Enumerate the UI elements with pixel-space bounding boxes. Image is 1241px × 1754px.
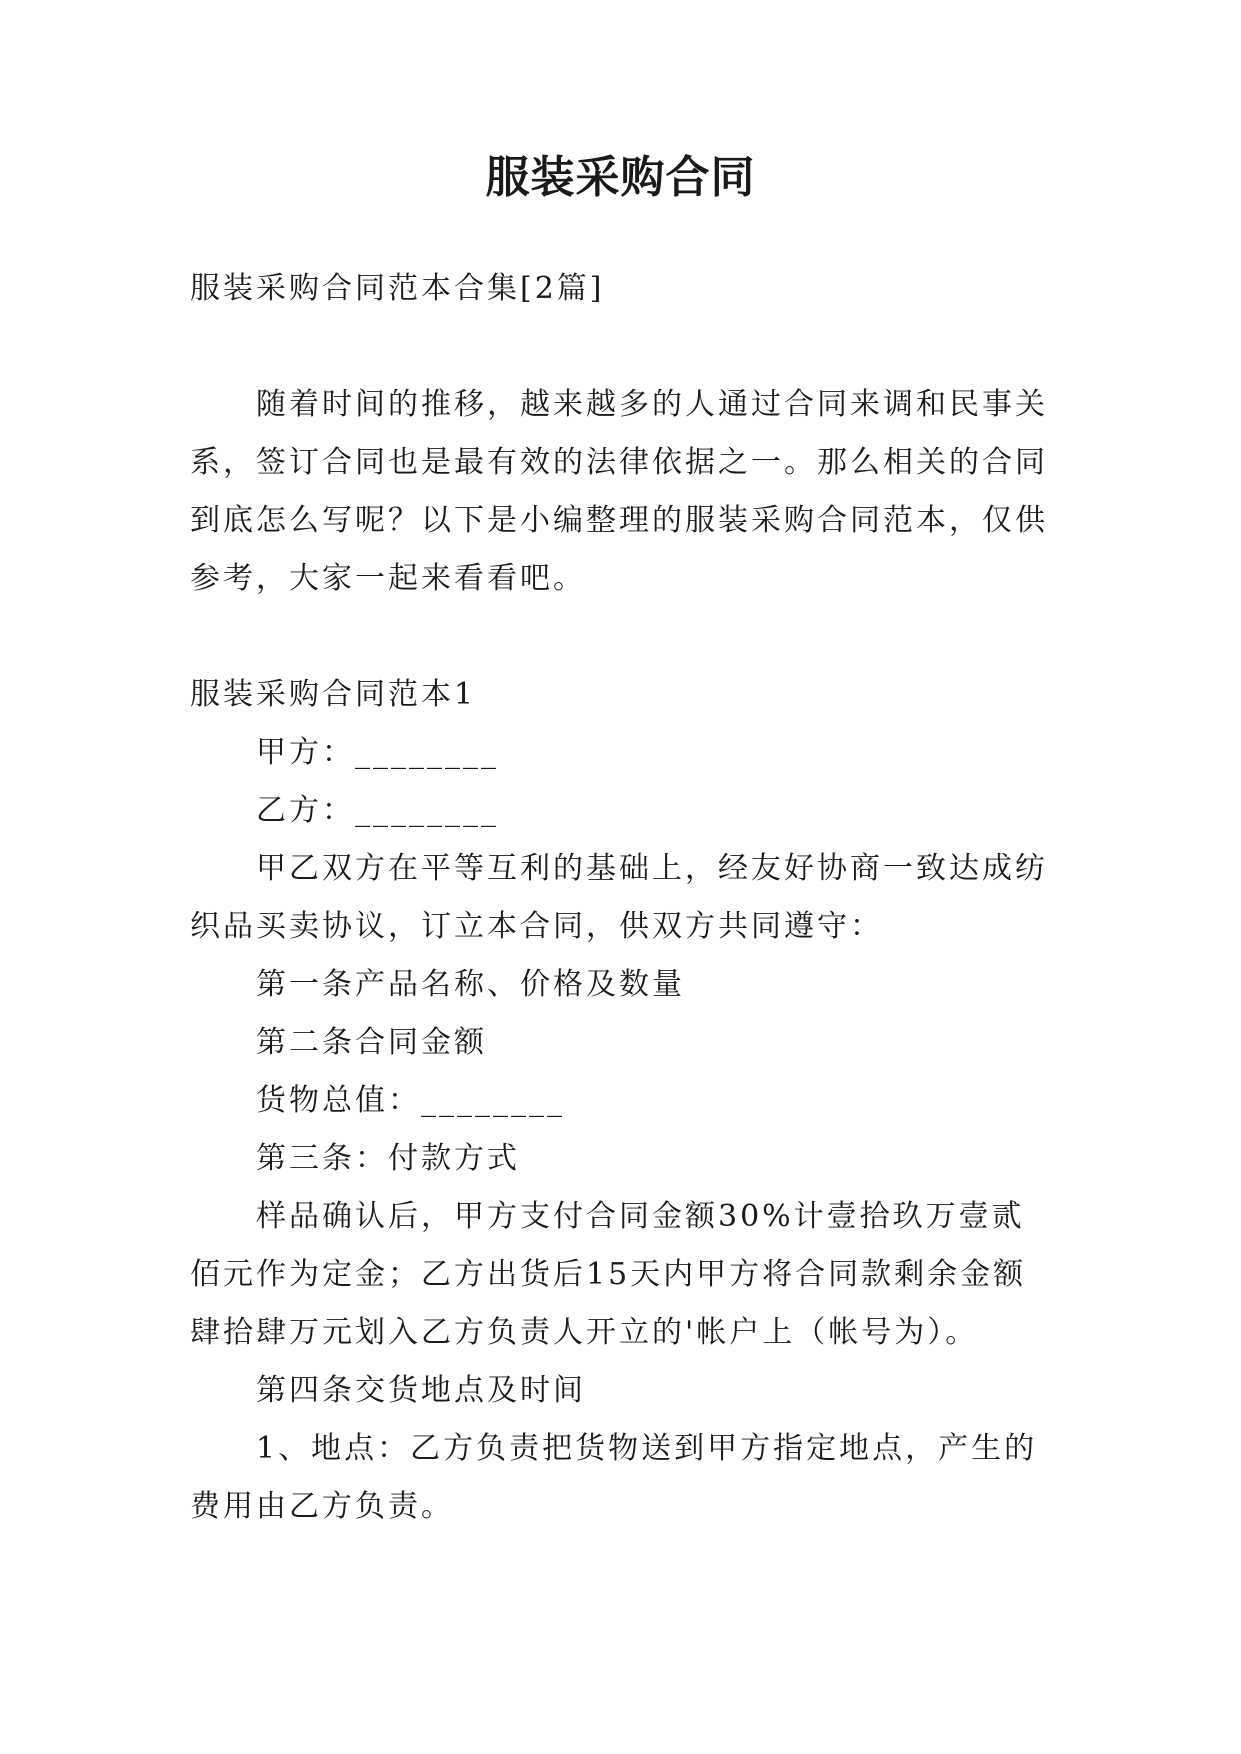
clause-1-paragraph: 1、地点：乙方负责把货物送到甲方指定地点，产生的费用由乙方负责。	[190, 1431, 1038, 1524]
payment-paragraph: 样品确认后，甲方支付合同金额30%计壹拾玖万壹贰佰元作为定金；乙方出货后15天内甲方将合同款剩余金额肆拾肆万元划入乙方负责人开立的'帐户上（帐号为）。	[190, 1199, 1027, 1350]
party-b-line: 乙方：________	[256, 793, 499, 828]
article-2-heading: 第二条合同金额	[256, 1025, 487, 1060]
article-3-heading: 第三条：付款方式	[256, 1141, 520, 1176]
total-value-line: 货物总值：________	[256, 1083, 565, 1118]
sample-heading: 服装采购合同范本1	[190, 677, 477, 712]
article-4-heading: 第四条交货地点及时间	[256, 1373, 586, 1408]
preamble-paragraph: 甲乙双方在平等互利的基础上，经友好协商一致达成纺织品买卖协议，订立本合同，供双方共同遵守：	[190, 851, 1048, 944]
document-subtitle: 服装采购合同范本合集[2篇]	[190, 271, 605, 306]
document-title: 服装采购合同	[485, 152, 756, 203]
article-1-heading: 第一条产品名称、价格及数量	[256, 967, 685, 1002]
party-a-line: 甲方：________	[256, 735, 499, 770]
intro-paragraph: 随着时间的推移，越来越多的人通过合同来调和民事关系，签订合同也是最有效的法律依据之一。那么相关的合同到底怎么写呢？以下是小编整理的服装采购合同范本，仅供参考，大家一起来看看吧。	[190, 387, 1048, 596]
document-body	[190, 260, 1052, 1536]
